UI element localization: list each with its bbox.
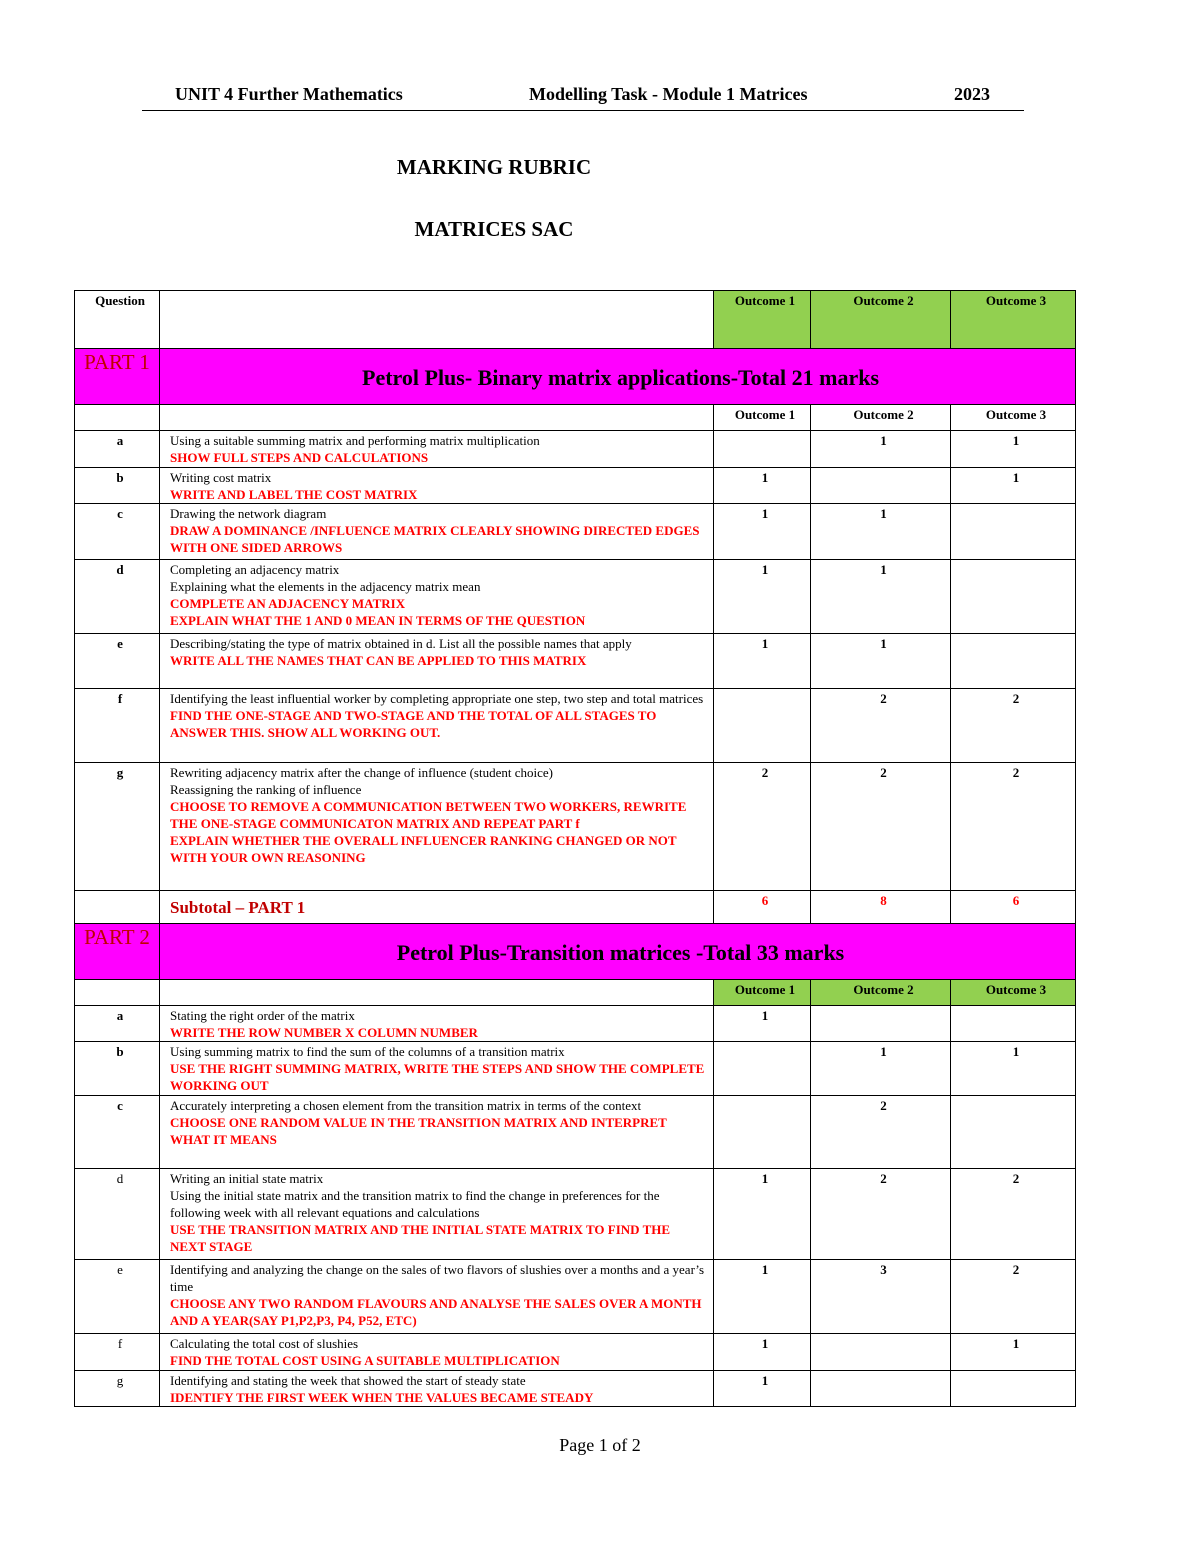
instruction-text: USE THE RIGHT SUMMING MATRIX, WRITE THE STEPS AND SHOW THE COMPLETE WORKING OUT bbox=[170, 1061, 705, 1093]
part2-outcome2: Outcome 2 bbox=[811, 980, 951, 1006]
question-letter: g bbox=[75, 763, 160, 891]
subtotal-row bbox=[75, 891, 1076, 924]
outcome2-marks: 1 bbox=[811, 1042, 951, 1096]
criteria-cell bbox=[160, 1042, 714, 1096]
instruction-text: DRAW A DOMINANCE /INFLUENCE MATRIX CLEARLY SHOWING DIRECTED EDGES WITH ONE SIDED ARROWS bbox=[170, 523, 700, 555]
outcome3-marks bbox=[951, 1371, 1076, 1407]
question-header: Question bbox=[75, 291, 160, 349]
page-number: Page 1 of 2 bbox=[559, 1435, 641, 1455]
outcome2-marks bbox=[811, 1334, 951, 1371]
outcome2-marks: 2 bbox=[811, 1169, 951, 1260]
criterion-text: Explaining what the elements in the adjacency matrix mean bbox=[170, 579, 481, 594]
outcome2-marks: 3 bbox=[811, 1260, 951, 1334]
outcome3-marks bbox=[951, 504, 1076, 560]
rubric-title: MARKING RUBRIC bbox=[396, 155, 592, 179]
question-letter: g bbox=[75, 1371, 160, 1407]
question-letter: f bbox=[75, 689, 160, 763]
outcome1-marks: 1 bbox=[714, 1260, 811, 1334]
criteria-cell bbox=[160, 468, 714, 504]
criterion-text: Identifying and analyzing the change on the sales of two flavors of slushies over a months and a year’s time bbox=[170, 1262, 705, 1294]
table-row bbox=[75, 431, 1076, 468]
outcome1-marks: 2 bbox=[714, 763, 811, 891]
outcome3-marks bbox=[951, 634, 1076, 689]
part1-title: Petrol Plus- Binary matrix applications-Total 21 marks bbox=[160, 349, 1076, 405]
instruction-text: CHOOSE ONE RANDOM VALUE IN THE TRANSITION MATRIX AND INTERPRET WHAT IT MEANS bbox=[170, 1115, 667, 1147]
table-row bbox=[75, 1042, 1076, 1096]
instruction-text: FIND THE ONE-STAGE AND TWO-STAGE AND THE TOTAL OF ALL STAGES TO ANSWER THIS. SHOW ALL WORKING OUT. bbox=[170, 708, 657, 740]
question-letter: d bbox=[75, 1169, 160, 1260]
table-row bbox=[75, 468, 1076, 504]
part2-outcome-row bbox=[75, 980, 1076, 1006]
criteria-cell bbox=[160, 634, 714, 689]
outcome3-marks bbox=[951, 560, 1076, 634]
criteria-cell bbox=[160, 504, 714, 560]
outcome3-marks bbox=[951, 1096, 1076, 1169]
question-letter: a bbox=[75, 431, 160, 468]
part2-title-row bbox=[75, 924, 1076, 980]
criterion-text: Identifying the least influential worker by completing appropriate one step, two step and total matrices bbox=[170, 691, 704, 706]
table-row bbox=[75, 1371, 1076, 1407]
criterion-text: Describing/stating the type of matrix obtained in d. List all the possible names that apply bbox=[170, 636, 632, 651]
criteria-cell bbox=[160, 1169, 714, 1260]
outcome2-marks bbox=[811, 468, 951, 504]
criterion-text: Using the initial state matrix and the transition matrix to find the change in preferences for the following week with all relevant equations and calculations bbox=[170, 1188, 660, 1220]
criteria-cell bbox=[160, 1371, 714, 1407]
instruction-text: CHOOSE ANY TWO RANDOM FLAVOURS AND ANALYSE THE SALES OVER A MONTH AND A YEAR(SAY P1,P2,P3, P4, P52, ETC) bbox=[170, 1296, 702, 1328]
outcome3-marks: 2 bbox=[951, 763, 1076, 891]
part2-outcome3: Outcome 3 bbox=[951, 980, 1076, 1006]
question-letter: e bbox=[75, 634, 160, 689]
instruction-text: IDENTIFY THE FIRST WEEK WHEN THE VALUES BECAME STEADY bbox=[170, 1390, 594, 1405]
instruction-text: WRITE ALL THE NAMES THAT CAN BE APPLIED TO THIS MATRIX bbox=[170, 653, 587, 668]
outcome3-marks: 1 bbox=[951, 431, 1076, 468]
part2-outcome-blank-q bbox=[75, 980, 160, 1006]
question-letter: c bbox=[75, 1096, 160, 1169]
instruction-text: EXPLAIN WHETHER THE OVERALL INFLUENCER RANKING CHANGED OR NOT WITH YOUR OWN REASONING bbox=[170, 833, 677, 865]
outcome1-marks bbox=[714, 431, 811, 468]
outcome2-marks: 1 bbox=[811, 560, 951, 634]
part1-label: PART 1 bbox=[75, 349, 160, 405]
outcome2-header: Outcome 2 bbox=[811, 291, 951, 349]
criteria-cell bbox=[160, 1096, 714, 1169]
header-year: 2023 bbox=[954, 84, 990, 104]
part1-outcome-blank-q bbox=[75, 405, 160, 431]
outcome1-marks bbox=[714, 1096, 811, 1169]
part1-title-row bbox=[75, 349, 1076, 405]
question-letter: c bbox=[75, 504, 160, 560]
outcome3-marks: 1 bbox=[951, 468, 1076, 504]
part2-outcome1: Outcome 1 bbox=[714, 980, 811, 1006]
criterion-text: Accurately interpreting a chosen element from the transition matrix in terms of the context bbox=[170, 1098, 642, 1113]
subtotal-outcome3: 6 bbox=[951, 891, 1076, 924]
page-header bbox=[142, 84, 1024, 111]
part2-outcome-blank-c bbox=[160, 980, 714, 1006]
instruction-text: WRITE AND LABEL THE COST MATRIX bbox=[170, 487, 418, 502]
outcome3-marks: 2 bbox=[951, 1260, 1076, 1334]
question-letter: b bbox=[75, 1042, 160, 1096]
outcome2-marks: 1 bbox=[811, 634, 951, 689]
criterion-text: Completing an adjacency matrix bbox=[170, 562, 340, 577]
table-row bbox=[75, 1096, 1076, 1169]
part1-outcome1: Outcome 1 bbox=[714, 405, 811, 431]
criterion-text: Writing cost matrix bbox=[170, 470, 272, 485]
table-row bbox=[75, 1169, 1076, 1260]
criterion-text: Writing an initial state matrix bbox=[170, 1171, 324, 1186]
outcome3-marks: 2 bbox=[951, 689, 1076, 763]
criteria-cell bbox=[160, 560, 714, 634]
instruction-text: USE THE TRANSITION MATRIX AND THE INITIAL STATE MATRIX TO FIND THE NEXT STAGE bbox=[170, 1222, 671, 1254]
question-letter: a bbox=[75, 1006, 160, 1042]
subtotal-label: Subtotal – PART 1 bbox=[160, 891, 714, 924]
outcome2-marks: 2 bbox=[811, 763, 951, 891]
table-row bbox=[75, 689, 1076, 763]
criteria-header bbox=[160, 291, 714, 349]
criterion-text: Identifying and stating the week that showed the start of steady state bbox=[170, 1373, 526, 1388]
table-row bbox=[75, 634, 1076, 689]
instruction-text: CHOOSE TO REMOVE A COMMUNICATION BETWEEN TWO WORKERS, REWRITE THE ONE-STAGE COMMUNICATON MATRIX AND REPEAT PART f bbox=[170, 799, 687, 831]
criteria-cell bbox=[160, 1006, 714, 1042]
outcome1-header: Outcome 1 bbox=[714, 291, 811, 349]
outcome1-marks: 1 bbox=[714, 1169, 811, 1260]
part2-label: PART 2 bbox=[75, 924, 160, 980]
outcome1-marks: 1 bbox=[714, 468, 811, 504]
subtotal-blank bbox=[75, 891, 160, 924]
outcome1-marks: 1 bbox=[714, 1371, 811, 1407]
part2-title: Petrol Plus-Transition matrices -Total 33 marks bbox=[160, 924, 1076, 980]
criterion-text: Reassigning the ranking of influence bbox=[170, 782, 362, 797]
instruction-text: COMPLETE AN ADJACENCY MATRIX bbox=[170, 596, 406, 611]
criteria-cell bbox=[160, 689, 714, 763]
outcome2-marks: 1 bbox=[811, 431, 951, 468]
criterion-text: Stating the right order of the matrix bbox=[170, 1008, 355, 1023]
header-task: Modelling Task - Module 1 Matrices bbox=[529, 84, 808, 104]
question-letter: d bbox=[75, 560, 160, 634]
criteria-cell bbox=[160, 1334, 714, 1371]
part1-outcome3: Outcome 3 bbox=[951, 405, 1076, 431]
outcome3-marks: 2 bbox=[951, 1169, 1076, 1260]
outcome1-marks: 1 bbox=[714, 1006, 811, 1042]
outcome3-marks: 1 bbox=[951, 1042, 1076, 1096]
rubric-table bbox=[74, 290, 1076, 1407]
table-row bbox=[75, 560, 1076, 634]
part1-outcome-row bbox=[75, 405, 1076, 431]
table-row bbox=[75, 1006, 1076, 1042]
table-row bbox=[75, 1260, 1076, 1334]
outcome1-marks: 1 bbox=[714, 1334, 811, 1371]
outcome2-marks: 2 bbox=[811, 1096, 951, 1169]
table-row bbox=[75, 763, 1076, 891]
instruction-text: FIND THE TOTAL COST USING A SUITABLE MULTIPLICATION bbox=[170, 1353, 560, 1368]
instruction-text: WRITE THE ROW NUMBER X COLUMN NUMBER bbox=[170, 1025, 478, 1040]
outcome1-marks: 1 bbox=[714, 634, 811, 689]
outcome1-marks bbox=[714, 1042, 811, 1096]
outcome3-header: Outcome 3 bbox=[951, 291, 1076, 349]
header-unit: UNIT 4 Further Mathematics bbox=[175, 84, 403, 104]
outcome2-marks: 2 bbox=[811, 689, 951, 763]
question-letter: f bbox=[75, 1334, 160, 1371]
instruction-text: SHOW FULL STEPS AND CALCULATIONS bbox=[170, 450, 429, 465]
outcome1-marks bbox=[714, 689, 811, 763]
outcome1-marks: 1 bbox=[714, 504, 811, 560]
outcome2-marks: 1 bbox=[811, 504, 951, 560]
part1-outcome-blank-c bbox=[160, 405, 714, 431]
question-letter: b bbox=[75, 468, 160, 504]
subtotal-outcome2: 8 bbox=[811, 891, 951, 924]
table-row bbox=[75, 504, 1076, 560]
criteria-cell bbox=[160, 1260, 714, 1334]
criteria-cell bbox=[160, 763, 714, 891]
table-row bbox=[75, 1334, 1076, 1371]
part1-outcome2: Outcome 2 bbox=[811, 405, 951, 431]
criteria-cell bbox=[160, 431, 714, 468]
outcome2-marks bbox=[811, 1371, 951, 1407]
outcome3-marks bbox=[951, 1006, 1076, 1042]
outcome3-marks: 1 bbox=[951, 1334, 1076, 1371]
subtotal-outcome1: 6 bbox=[714, 891, 811, 924]
sac-title: MATRICES SAC bbox=[414, 217, 574, 241]
criterion-text: Calculating the total cost of slushies bbox=[170, 1336, 359, 1351]
question-letter: e bbox=[75, 1260, 160, 1334]
criterion-text: Rewriting adjacency matrix after the change of influence (student choice) bbox=[170, 765, 553, 780]
outcome1-marks: 1 bbox=[714, 560, 811, 634]
criterion-text: Using summing matrix to find the sum of the columns of a transition matrix bbox=[170, 1044, 565, 1059]
instruction-text: EXPLAIN WHAT THE 1 AND 0 MEAN IN TERMS OF THE QUESTION bbox=[170, 613, 586, 628]
criterion-text: Drawing the network diagram bbox=[170, 506, 327, 521]
table-header-row bbox=[75, 291, 1076, 349]
criterion-text: Using a suitable summing matrix and performing matrix multiplication bbox=[170, 433, 540, 448]
outcome2-marks bbox=[811, 1006, 951, 1042]
